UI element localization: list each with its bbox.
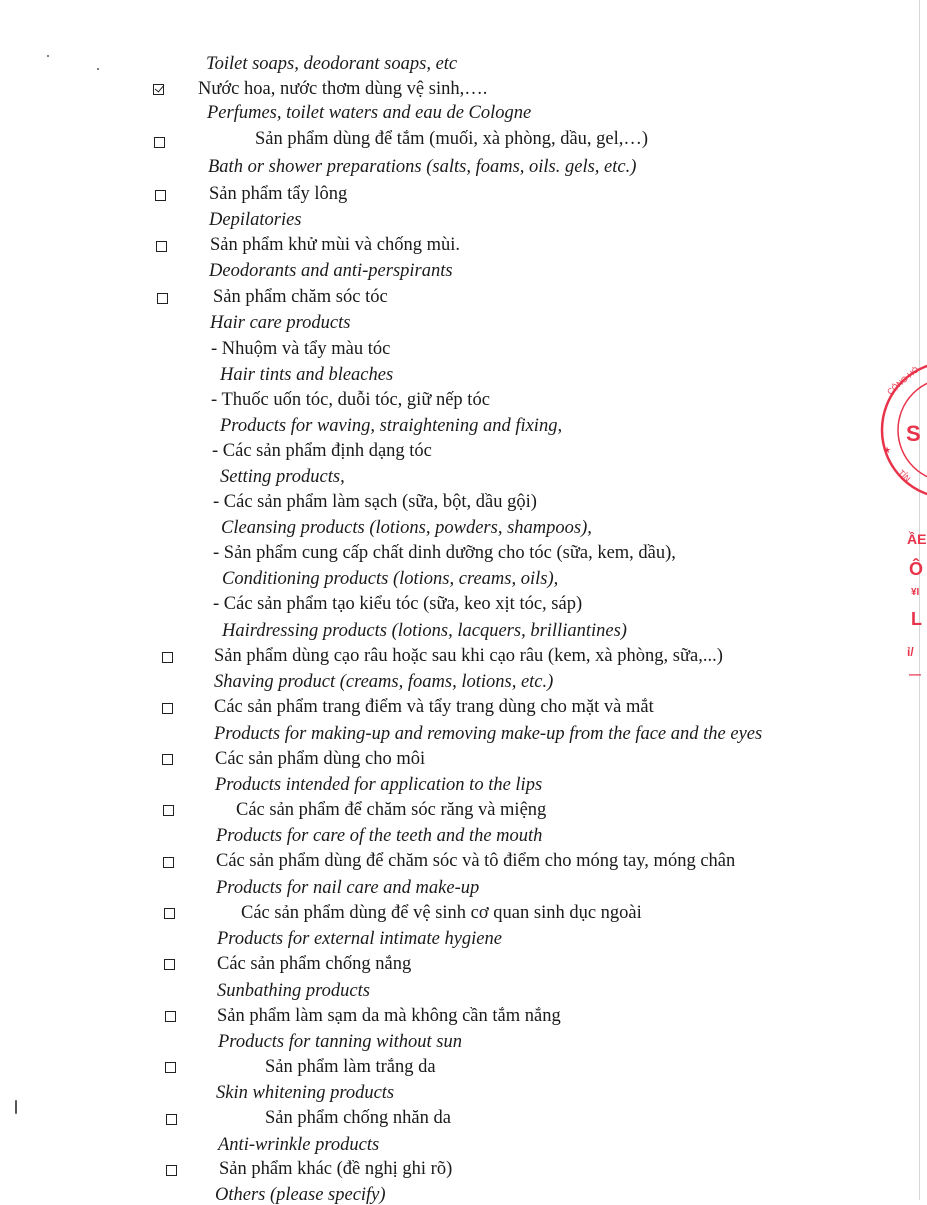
item-vi: Sản phẩm chăm sóc tóc <box>213 287 388 307</box>
item-vi: Sản phẩm khử mùi và chống mùi. <box>210 235 460 255</box>
svg-text:TỈN: TỈN <box>896 468 913 484</box>
scan-speck <box>47 55 49 57</box>
item-en: Products for care of the teeth and the mouth <box>216 826 543 846</box>
stamp-mark: — <box>909 667 921 681</box>
item-en: Perfumes, toilet waters and eau de Cologne <box>207 103 532 123</box>
item-en: Shaving product (creams, foams, lotions, etc.) <box>214 672 554 692</box>
checkbox-make-up[interactable] <box>162 703 173 714</box>
item-vi: Sản phẩm tẩy lông <box>209 184 348 204</box>
item-en: Products intended for application to the lips <box>215 775 543 795</box>
sub-item-vi: - Thuốc uốn tóc, duỗi tóc, giữ nếp tóc <box>211 390 490 410</box>
svg-text:S: S <box>906 421 921 446</box>
item-vi: Các sản phẩm dùng cho môi <box>215 749 426 769</box>
item-vi: Các sản phẩm trang điểm và tẩy trang dùng cho mặt và mắt <box>214 697 654 717</box>
item-en: Bath or shower preparations (salts, foams, oils. gels, etc.) <box>208 157 637 177</box>
checkbox-intimate-hygiene[interactable] <box>164 908 175 919</box>
sub-item-en: Products for waving, straightening and fixing, <box>220 416 563 436</box>
sub-item-vi: - Các sản phẩm tạo kiểu tóc (sữa, keo xịt tóc, sáp) <box>213 594 583 614</box>
item-vi: Sản phẩm chống nhăn da <box>265 1108 451 1128</box>
item-vi: Các sản phẩm dùng để chăm sóc và tô điểm cho móng tay, móng chân <box>216 851 736 871</box>
item-vi: Sản phẩm làm sạm da mà không cần tắm nắng <box>217 1006 561 1026</box>
sub-item-en: Hairdressing products (lotions, lacquers, brilliantines) <box>222 621 627 641</box>
red-stamp-fragment <box>880 355 927 695</box>
item-en: Products for external intimate hygiene <box>217 929 502 949</box>
sub-item-en: Hair tints and bleaches <box>220 365 394 385</box>
checkbox-lips[interactable] <box>162 754 173 765</box>
item-en: Anti-wrinkle products <box>218 1135 380 1155</box>
item-en: Sunbathing products <box>217 981 370 1001</box>
checkbox-depilatories[interactable] <box>155 190 166 201</box>
checkbox-deodorants[interactable] <box>156 241 167 252</box>
stamp-seal-graphic <box>880 355 927 505</box>
checkbox-hair-care[interactable] <box>157 293 168 304</box>
item-en: Toilet soaps, deodorant soaps, etc <box>206 54 458 74</box>
item-vi: Sản phẩm dùng cạo râu hoặc sau khi cạo râu (kem, xà phòng, sữa,...) <box>214 646 723 666</box>
item-en: Products for tanning without sun <box>218 1032 462 1052</box>
sub-item-vi: - Sản phẩm cung cấp chất dinh dưỡng cho tóc (sữa, kem, dầu), <box>213 543 676 563</box>
checkbox-shaving[interactable] <box>162 652 173 663</box>
scan-speck <box>15 1100 17 1114</box>
sub-item-en: Cleansing products (lotions, powders, shampoos), <box>221 518 592 538</box>
item-vi: Các sản phẩm dùng để vệ sinh cơ quan sinh dục ngoài <box>241 903 642 923</box>
checkbox-sunbathing[interactable] <box>164 959 175 970</box>
sub-item-en: Setting products, <box>220 467 345 487</box>
stamp-mark: L <box>911 609 922 629</box>
stamp-mark: ¥I <box>911 587 920 598</box>
stamp-mark: ỉ/ <box>907 645 914 659</box>
item-en: Hair care products <box>210 313 351 333</box>
sub-item-vi: - Các sản phẩm định dạng tóc <box>212 441 432 461</box>
checkbox-tanning[interactable] <box>165 1011 176 1022</box>
sub-item-vi: - Các sản phẩm làm sạch (sữa, bột, dầu gội) <box>213 492 537 512</box>
checkbox-others[interactable] <box>166 1165 177 1176</box>
item-vi: Nước hoa, nước thơm dùng vệ sinh,…. <box>198 79 488 99</box>
checkbox-perfumes[interactable] <box>153 84 164 95</box>
item-vi: Sản phẩm làm trắng da <box>265 1057 436 1077</box>
checkbox-teeth[interactable] <box>163 805 174 816</box>
item-vi: Các sản phẩm để chăm sóc răng và miệng <box>236 800 547 820</box>
sub-item-en: Conditioning products (lotions, creams, oils), <box>222 569 559 589</box>
item-en: Skin whitening products <box>216 1083 395 1103</box>
item-vi: Sản phẩm dùng để tắm (muối, xà phòng, dầu, gel,…) <box>255 129 649 149</box>
svg-text:★: ★ <box>883 445 892 455</box>
item-en: Depilatories <box>209 210 302 230</box>
item-vi: Các sản phẩm chống nắng <box>217 954 412 974</box>
item-en: Others (please specify) <box>215 1185 386 1205</box>
checkbox-whitening[interactable] <box>165 1062 176 1073</box>
checkbox-anti-wrinkle[interactable] <box>166 1114 177 1125</box>
item-en: Products for making-up and removing make-up from the face and the eyes <box>214 724 763 744</box>
item-en: Deodorants and anti-perspirants <box>209 261 453 281</box>
item-en: Products for nail care and make-up <box>216 878 480 898</box>
scan-speck <box>97 68 99 70</box>
sub-item-vi: - Nhuộm và tẩy màu tóc <box>211 339 391 359</box>
stamp-mark: Ô <box>909 559 924 579</box>
item-vi: Sản phẩm khác (đề nghị ghi rõ) <box>219 1159 453 1179</box>
svg-text:CỘNG HÒ: CỘNG HÒ <box>885 365 921 397</box>
stamp-mark: ẦE <box>907 531 927 547</box>
checkbox-nail[interactable] <box>163 857 174 868</box>
checkbox-bath[interactable] <box>154 137 165 148</box>
